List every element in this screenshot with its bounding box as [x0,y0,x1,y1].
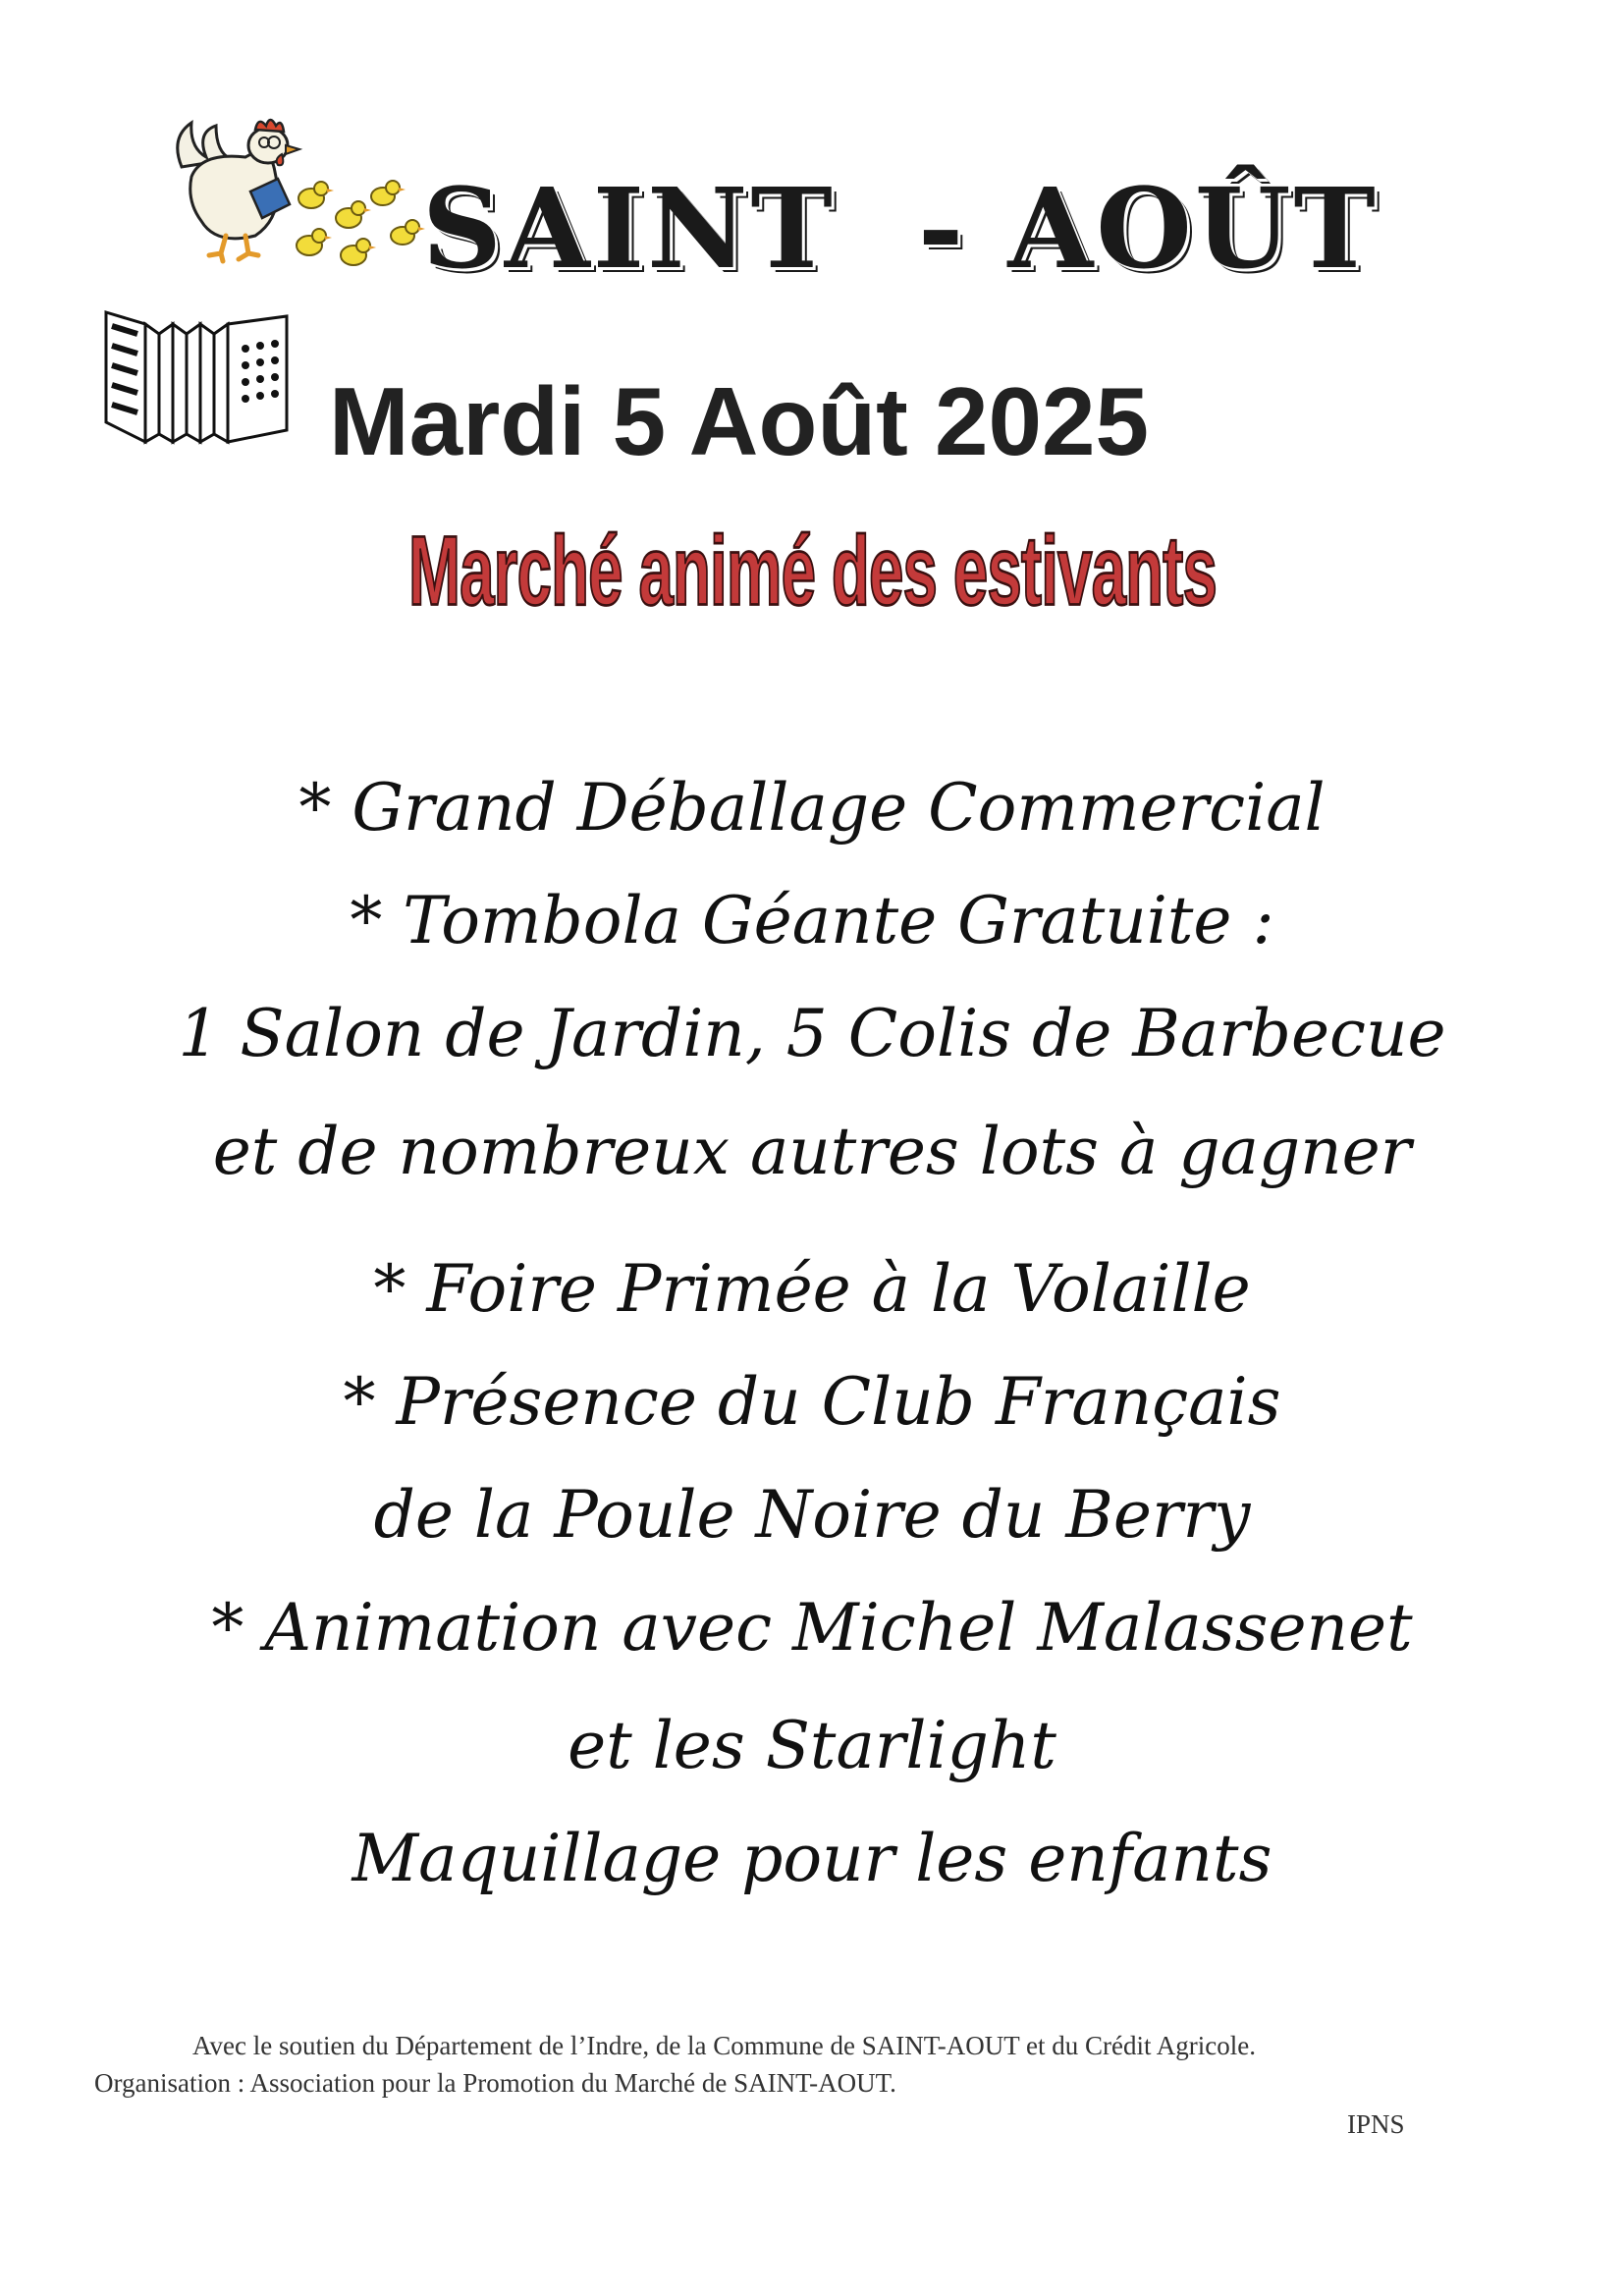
program-line: et les Starlight [568,1708,1056,1783]
footer-ipns: IPNS [1347,2109,1405,2139]
program-line: de la Poule Noire du Berry [373,1477,1251,1553]
program-line: Maquillage pour les enfants [352,1821,1272,1896]
program-line: * Animation avec Michel Malassenet [211,1590,1413,1666]
program-line: * Présence du Club Français [343,1364,1281,1440]
event-subtitle [0,516,1624,627]
event-date: Mardi 5 Août 2025 [329,367,1150,475]
hen-with-chicks-icon [162,98,427,275]
program-line: * Foire Primée à la Volaille [373,1251,1251,1327]
program-line: * Grand Déballage Commercial [298,770,1326,846]
page-title: SAINT - AOÛT [422,165,1379,294]
program-line: 1 Salon de Jardin, 5 Colis de Barbecue [178,996,1446,1071]
event-subtitle-text: Marché animé des estivants [407,516,1217,627]
accordion-icon [98,304,295,447]
program-line: * Tombola Géante Gratuite : [350,883,1274,958]
footer-organisation: Organisation : Association pour la Promotion du Marché de SAINT-AOUT. [94,2068,896,2098]
footer-support: Avec le soutien du Département de l’Indre, de la Commune de SAINT-AOUT et du Crédit Agricole. [192,2031,1256,2060]
program-line: et de nombreux autres lots à gagner [212,1114,1412,1189]
